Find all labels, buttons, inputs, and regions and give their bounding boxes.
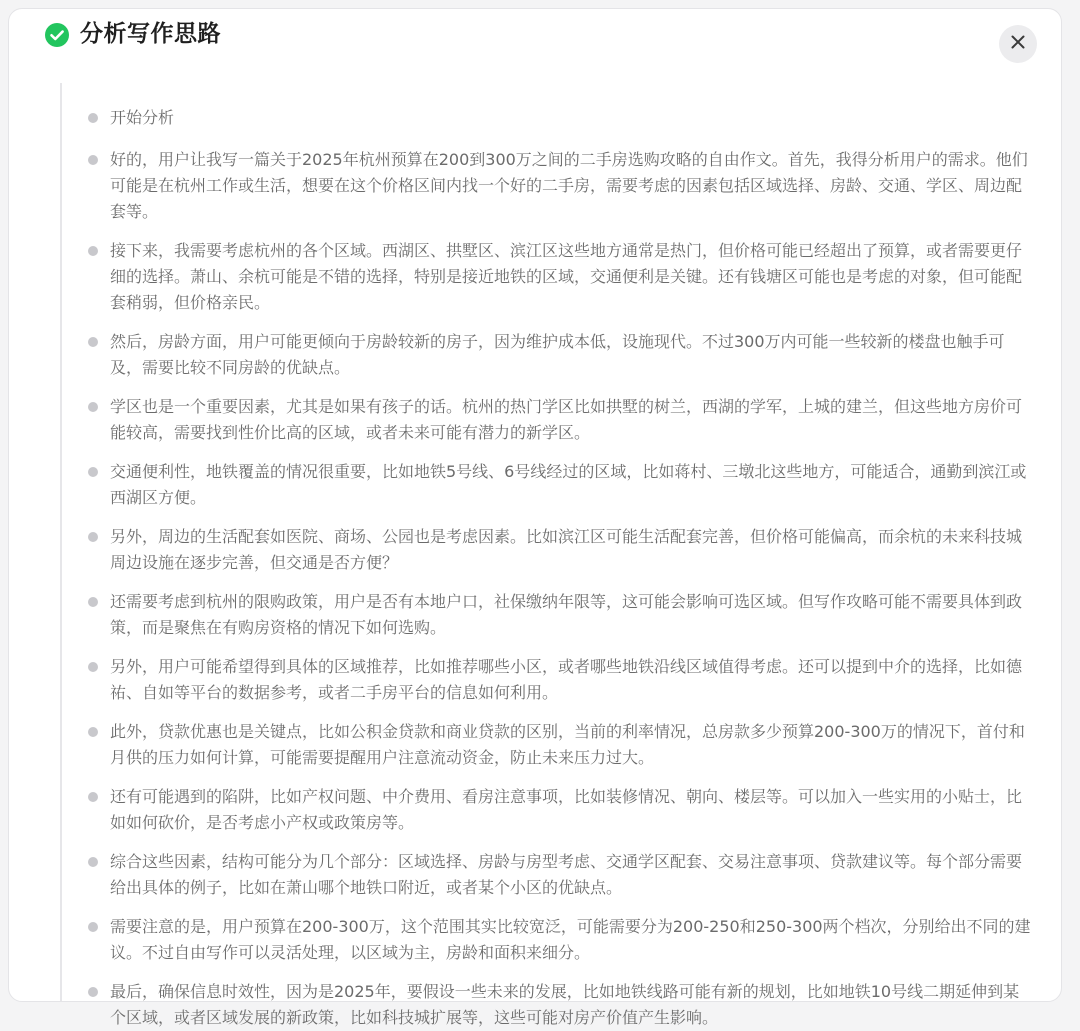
thought-item [88,524,1035,576]
bullet-dot [88,155,98,165]
panel-title: 分析写作思路 [80,21,221,47]
bullet-dot [88,922,98,932]
thought-item [88,654,1035,706]
thought-text: 还有可能遇到的陷阱，比如产权问题、中介费用、看房注意事项，比如装修情况、朝向、楼层等。可以加入一些实用的小贴士，比如如何砍价，是否考虑小产权或政策房等。 [110,787,1023,832]
bullet-dot [88,727,98,737]
thought-item [88,719,1035,771]
thought-text: 需要注意的是，用户预算在200-300万，这个范围其实比较宽泛，可能需要分为200-250和250-300两个档次，分别给出不同的建议。不过自由写作可以灵活处理，以区域为主，房龄和面积来细分。 [110,917,1031,962]
thought-text: 此外，贷款优惠也是关键点，比如公积金贷款和商业贷款的区别，当前的利率情况，总房款多少预算200-300万的情况下，首付和月供的压力如何计算，可能需要提醒用户注意流动资金，防止未来压力过大。 [110,722,1025,767]
bullet-dot [88,857,98,867]
thought-item [88,147,1035,225]
bullet-dot [88,532,98,542]
close-button[interactable] [999,25,1037,63]
thinking-panel [8,8,1062,1027]
thought-item [88,105,1035,131]
bullet-dot [88,792,98,802]
thought-text: 最后，确保信息时效性，因为是2025年，要假设一些未来的发展，比如地铁线路可能有新的规划，比如地铁10号线二期延伸到某个区域，或者区域发展的新政策，比如科技城扩展等，这些可能对房产价值产生影响。 [110,982,1020,1027]
thought-item [88,849,1035,901]
bullet-dot [88,467,98,477]
thought-item [88,784,1035,836]
thought-list [60,83,1035,1027]
bullet-dot [88,246,98,256]
thought-text: 另外，用户可能希望得到具体的区域推荐，比如推荐哪些小区，或者哪些地铁沿线区域值得考虑。还可以提到中介的选择，比如德祐、自如等平台的数据参考，或者二手房平台的信息如何利用。 [110,657,1023,702]
thought-text: 好的，用户让我写一篇关于2025年杭州预算在200到300万之间的二手房选购攻略的自由作文。首先，我得分析用户的需求。他们可能是在杭州工作或生活，想要在这个价格区间内找一个好的二手房，需要考虑的因素包括区域选择、房龄、交通、学区、周边配套等。 [110,150,1028,221]
bullet-dot [88,597,98,607]
thought-item [88,589,1035,641]
bullet-dot [88,337,98,347]
bullet-dot [88,662,98,672]
thought-text: 接下来，我需要考虑杭州的各个区域。西湖区、拱墅区、滨江区这些地方通常是热门，但价格可能已经超出了预算，或者需要更仔细的选择。萧山、余杭可能是不错的选择，特别是接近地铁的区域，交通便利是关键。还有钱塘区可能也是考虑的对象，但可能配套稍弱，但价格亲民。 [110,241,1023,312]
thought-item [88,914,1035,966]
thought-text: 还需要考虑到杭州的限购政策，用户是否有本地户口，社保缴纳年限等，这可能会影响可选区域。但写作攻略可能不需要具体到政策，而是聚焦在有购房资格的情况下如何选购。 [110,592,1023,637]
thought-item [88,459,1035,511]
thought-text: 另外，周边的生活配套如医院、商场、公园也是考虑因素。比如滨江区可能生活配套完善，但价格可能偏高，而余杭的未来科技城周边设施在逐步完善，但交通是否方便？ [110,527,1023,572]
close-icon [1010,34,1026,54]
thought-text: 交通便利性，地铁覆盖的情况很重要，比如地铁5号线、6号线经过的区域，比如蒋村、三墩北这些地方，可能适合，通勤到滨江或西湖区方便。 [110,462,1027,507]
check-circle-icon [45,23,69,47]
thought-item [88,979,1035,1031]
bullet-dot [88,987,98,997]
thought-text: 开始分析 [110,108,175,127]
bullet-dot [88,113,98,123]
thought-item [88,394,1035,446]
thought-text: 然后，房龄方面，用户可能更倾向于房龄较新的房子，因为维护成本低，设施现代。不过300万内可能一些较新的楼盘也触手可及，需要比较不同房龄的优缺点。 [110,332,1005,377]
thought-text: 学区也是一个重要因素，尤其是如果有孩子的话。杭州的热门学区比如拱墅的树兰，西湖的学军，上城的建兰，但这些地方房价可能较高，需要找到性价比高的区域，或者未来可能有潜力的新学区。 [110,397,1023,442]
panel-header [9,9,1061,69]
bullet-dot [88,402,98,412]
thought-text: 综合这些因素，结构可能分为几个部分：区域选择、房龄与房型考虑、交通学区配套、交易注意事项、贷款建议等。每个部分需要给出具体的例子，比如在萧山哪个地铁口附近，或者某个小区的优缺点。 [110,852,1023,897]
thought-item [88,329,1035,381]
thought-item [88,238,1035,316]
